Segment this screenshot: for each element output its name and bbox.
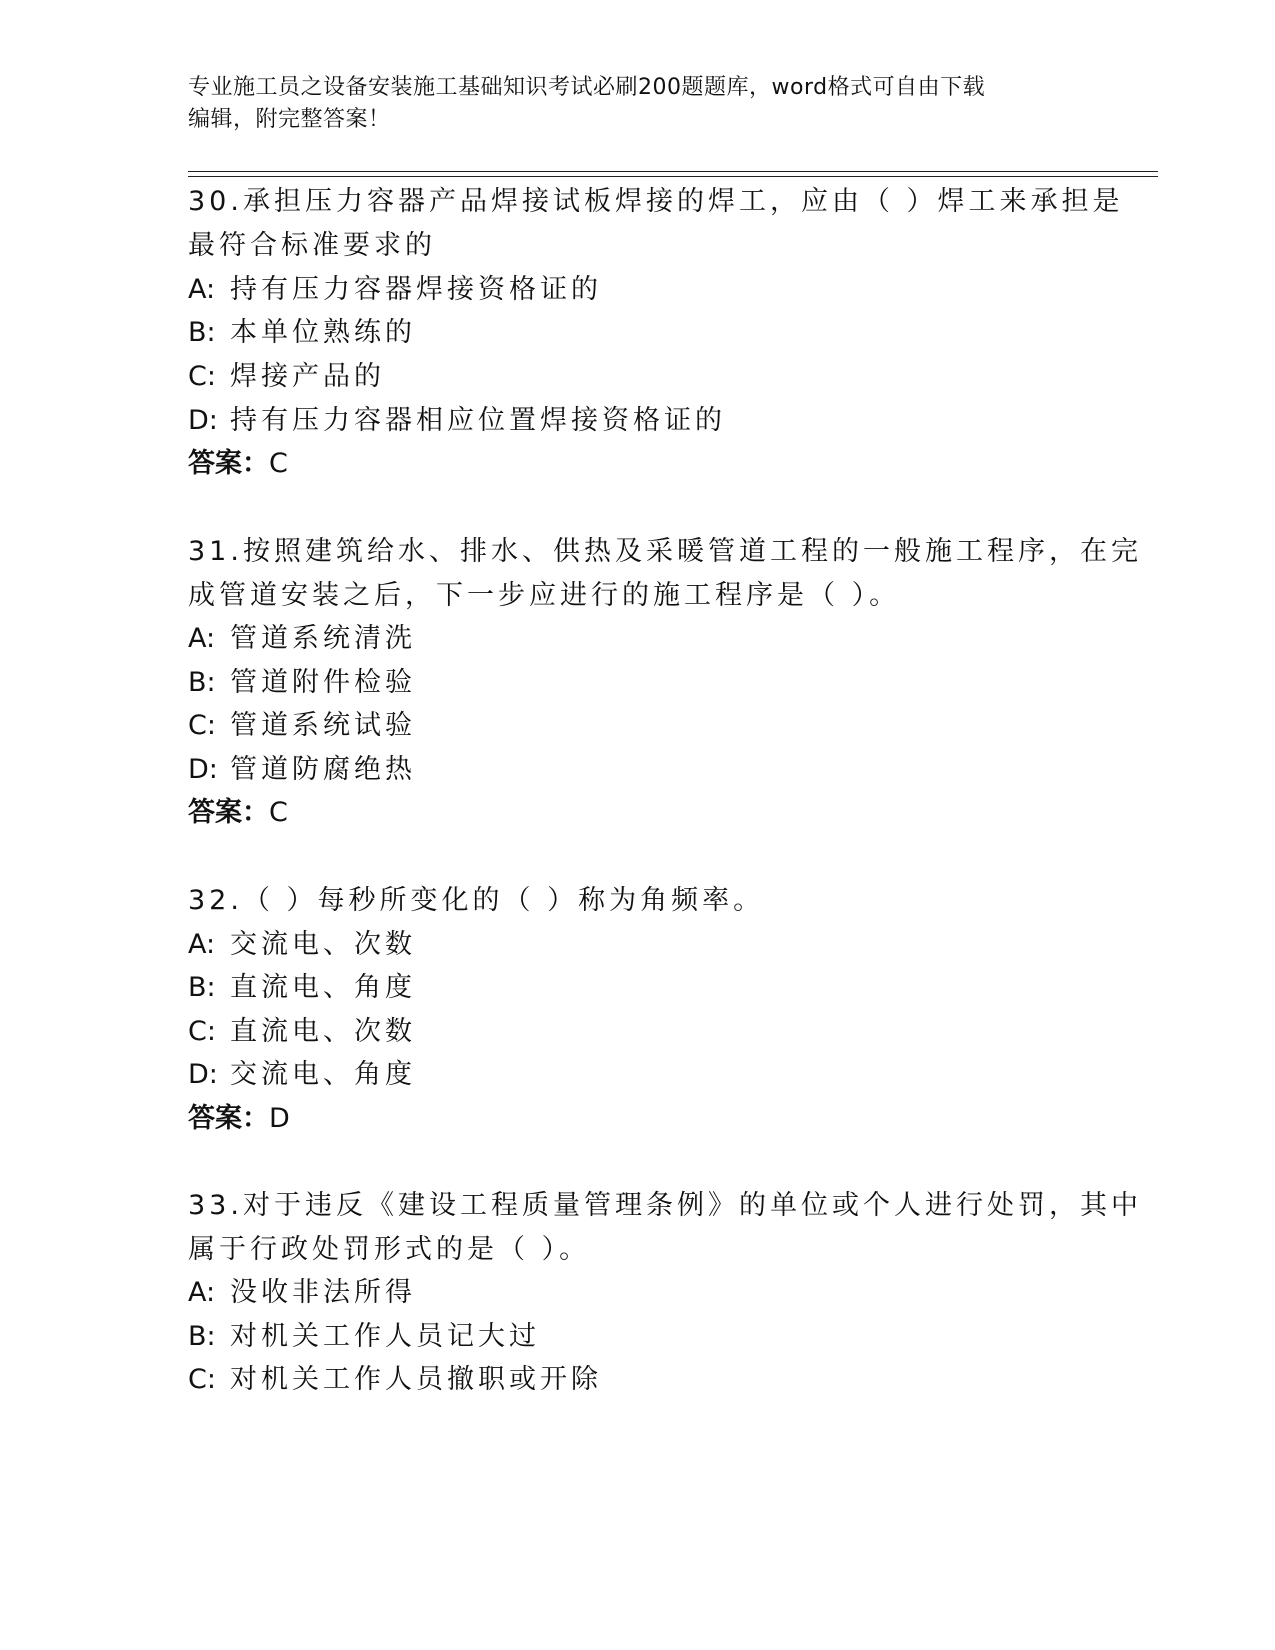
option-key: C: [188,361,216,392]
question-33-option-a [188,1275,416,1311]
document-header-line-2: 编辑，附完整答案！ [188,107,391,132]
question-32-answer [188,1101,290,1137]
question-31-option-a [188,621,416,657]
option-text: 持有压力容器焊接资格证的 [230,274,602,305]
option-key: C: [188,1016,216,1047]
question-33-option-c [188,1362,602,1398]
option-text: 管道附件检验 [230,667,416,698]
option-text: 对机关工作人员记大过 [230,1321,540,1352]
question-30-stem-line-1: 30.承担压力容器产品焊接试板焊接的焊工，应由（ ）焊工来承担是 [188,186,1124,217]
answer-label: 答案： [188,1103,269,1134]
header-divider-top [188,171,1158,172]
question-32-option-a [188,927,416,963]
option-text: 管道防腐绝热 [230,754,416,785]
option-text: 直流电、次数 [230,1016,416,1047]
option-text: 交流电、次数 [230,929,416,960]
option-text: 持有压力容器相应位置焊接资格证的 [230,405,726,436]
document-header-line-1: 专业施工员之设备安装施工基础知识考试必刷200题题库，word格式可自由下载 [188,75,986,100]
answer-label: 答案： [188,797,269,828]
question-31-stem-line-1: 31.按照建筑给水、排水、供热及采暖管道工程的一般施工程序，在完 [188,536,1142,567]
option-key: A: [188,274,216,305]
option-key: B: [188,667,216,698]
answer-value: C [269,448,288,479]
question-32-option-d [188,1057,416,1093]
option-key: C: [188,1364,216,1395]
option-text: 没收非法所得 [230,1277,416,1308]
option-text: 对机关工作人员撤职或开除 [230,1364,602,1395]
question-31-option-c [188,708,416,744]
option-key: A: [188,929,216,960]
question-30-option-d [188,403,726,439]
option-text: 直流电、角度 [230,972,416,1003]
option-key: D: [188,1059,218,1090]
question-33-stem-line-1: 33.对于违反《建设工程质量管理条例》的单位或个人进行处罚，其中 [188,1190,1142,1221]
question-31-stem-line-2: 成管道安装之后，下一步应进行的施工程序是（ ）。 [188,580,901,611]
option-text: 焊接产品的 [230,361,385,392]
option-key: A: [188,623,216,654]
header-divider-bottom [188,176,1158,177]
option-key: B: [188,317,216,348]
question-33-stem-line-2: 属于行政处罚形式的是（ ）。 [188,1234,591,1265]
question-30-option-a [188,272,602,308]
option-key: A: [188,1277,216,1308]
question-32-option-c [188,1014,416,1050]
answer-label: 答案： [188,448,269,479]
option-text: 本单位熟练的 [230,317,416,348]
option-text: 管道系统清洗 [230,623,416,654]
question-30-stem-line-2: 最符合标准要求的 [188,230,436,261]
question-32-option-b [188,970,416,1006]
question-30-option-c [188,359,385,395]
answer-value: C [269,797,288,828]
option-text: 交流电、角度 [230,1059,416,1090]
option-text: 管道系统试验 [230,710,416,741]
question-30-answer [188,446,288,482]
question-31-option-d [188,752,416,788]
answer-value: D [269,1103,290,1134]
option-key: C: [188,710,216,741]
question-31-answer [188,795,288,831]
question-30-option-b [188,315,416,351]
option-key: B: [188,972,216,1003]
option-key: D: [188,754,218,785]
question-31-option-b [188,665,416,701]
option-key: D: [188,405,218,436]
question-32-stem-line-1: 32.（ ）每秒所变化的（ ）称为角频率。 [188,885,765,916]
question-33-option-b [188,1319,540,1355]
option-key: B: [188,1321,216,1352]
